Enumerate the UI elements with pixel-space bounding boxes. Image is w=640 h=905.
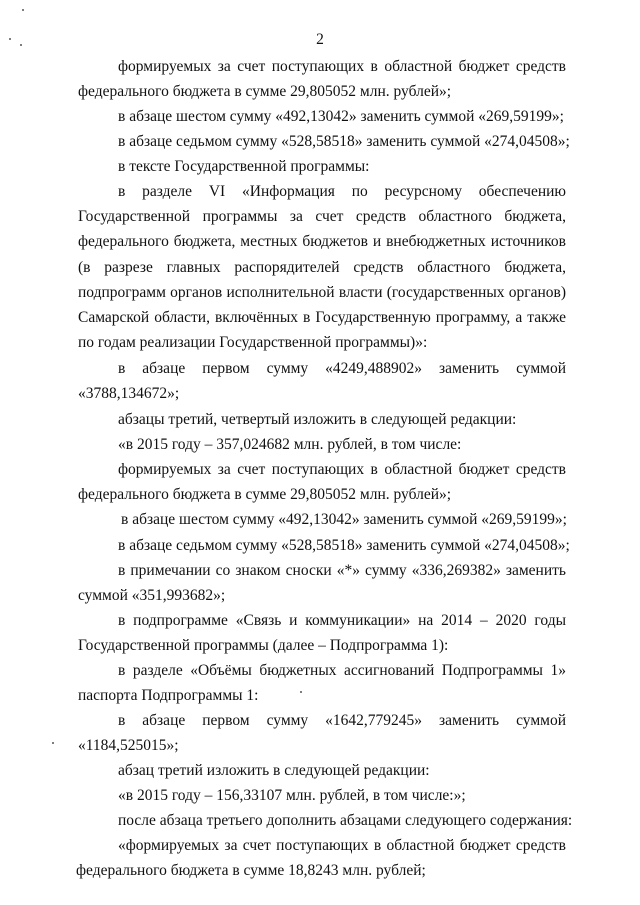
text-line: Государственной программы за счет средств областного бюджета, (78, 208, 566, 225)
text-line: федерального бюджета в сумме 29,805052 млн. рублей»; (78, 83, 452, 100)
text-line: федерального бюджета в сумме 18,8243 млн. рублей; (76, 862, 426, 879)
text-line: в абзаце шестом сумму «492,13042» заменить суммой «269,59199»; (118, 108, 564, 125)
text-line: в абзаце седьмом сумму «528,58518» заменить суммой «274,04508»; (118, 133, 570, 150)
text-line: Государственной программы (далее – Подпрограмма 1): (78, 637, 449, 654)
text-line: паспорта Подпрограммы 1: (78, 687, 259, 704)
text-line: федерального бюджета в сумме 29,805052 млн. рублей»; (78, 486, 452, 503)
text-line: Самарской области, включённых в Государственную программу, а также (78, 309, 566, 326)
text-line: в подпрограмме «Связь и коммуникации» на 2014 – 2020 годы (118, 612, 566, 629)
text-line: «1184,525015»; (78, 737, 179, 754)
text-line: «3788,134672»; (78, 385, 180, 402)
text-line: «в 2015 году – 156,33107 млн. рублей, в том числе:»; (118, 787, 466, 804)
page-number: 2 (316, 31, 324, 48)
text-line: суммой «351,993682»; (78, 587, 226, 604)
text-line: формируемых за счет поступающих в областной бюджет средств (118, 58, 566, 75)
text-line: в абзаце седьмом сумму «528,58518» заменить суммой «274,04508»; (118, 537, 570, 554)
text-line: федерального бюджета, местных бюджетов и внебюджетных источников (78, 233, 566, 250)
text-line: формируемых за счет поступающих в областной бюджет средств (118, 461, 566, 478)
scan-speck (22, 9, 24, 11)
scan-speck (300, 691, 302, 693)
text-line: (в разрезе главных распорядителей средств областного бюджета, (78, 259, 566, 276)
text-line: в разделе VI «Информация по ресурсному обеспечению (118, 183, 566, 200)
scan-speck (52, 742, 54, 744)
text-line: после абзаца третьего дополнить абзацами следующего содержания: (118, 812, 573, 829)
scan-speck (20, 44, 22, 46)
scan-speck (9, 38, 11, 40)
text-line: абзац третий изложить в следующей редакции: (118, 762, 430, 779)
text-line: в абзаце первом сумму «1642,779245» заменить суммой (118, 712, 566, 729)
text-line: «формируемых за счет поступающих в областной бюджет средств (118, 837, 566, 854)
text-line: абзацы третий, четвертый изложить в следующей редакции: (118, 411, 517, 428)
text-line: по годам реализации Государственной программы)»: (78, 334, 428, 351)
text-line: подпрограмм органов исполнительной власти (государственных органов) (78, 284, 566, 301)
text-line: «в 2015 году – 357,024682 млн. рублей, в том числе: (118, 436, 462, 453)
text-line: в примечании со знаком сноски «*» сумму «336,269382» заменить (118, 562, 566, 579)
text-line: в разделе «Объёмы бюджетных ассигнований Подпрограммы 1» (118, 662, 566, 679)
text-line: в тексте Государственной программы: (118, 158, 370, 175)
text-line: в абзаце шестом сумму «492,13042» заменить суммой «269,59199»; (121, 511, 567, 528)
text-line: в абзаце первом сумму «4249,488902» заменить суммой (118, 360, 566, 377)
